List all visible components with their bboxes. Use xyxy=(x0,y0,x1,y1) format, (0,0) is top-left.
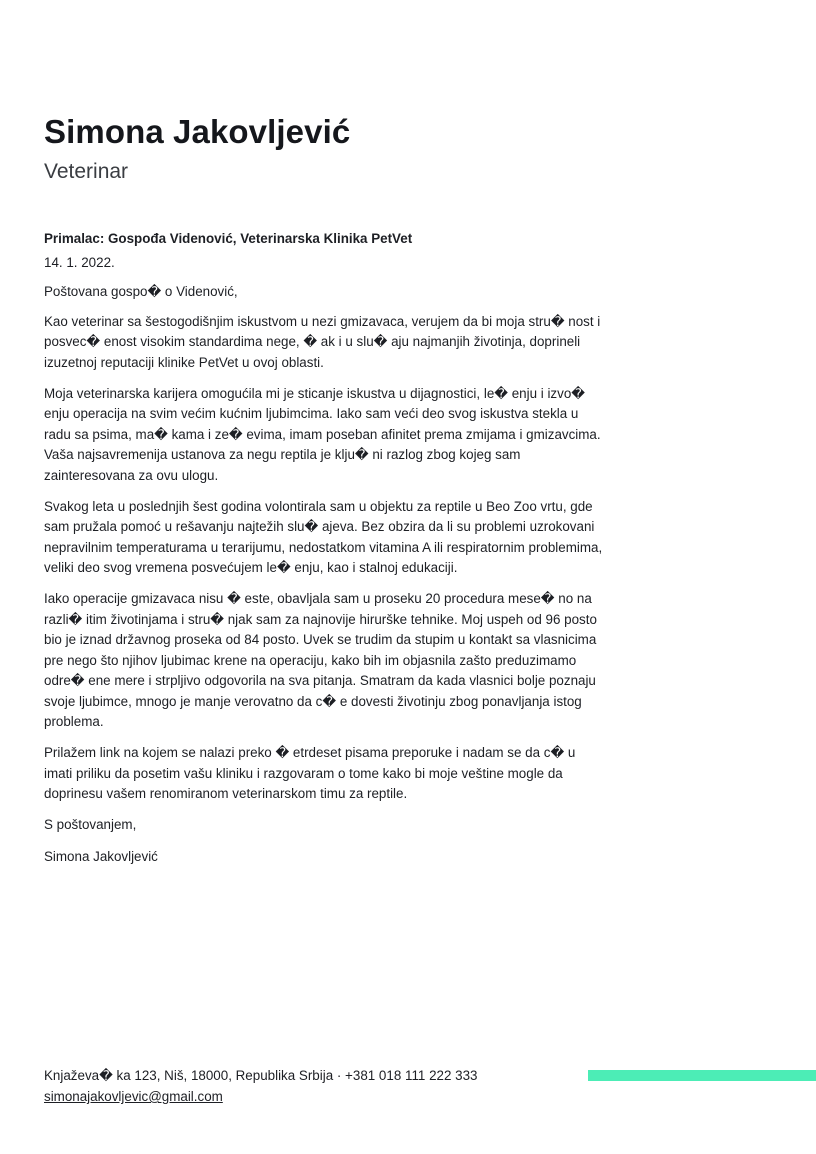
letter-closing: S poštovanjem, xyxy=(44,816,137,832)
letter-greeting: Poštovana gospo� o Videnović, xyxy=(44,284,238,300)
letter-paragraph: Kao veterinar sa šestogodišnjim iskustvom u nezi gmizavaca, verujem da bi moja stru� nost i posvec� enost visokim standardima nege, � ak i u slu� aju najmanjih životinja, doprineli izuzetnoj reputaciji klinike PetVet u ovoj oblasti. xyxy=(44,313,601,370)
footer-accent-bar xyxy=(588,1070,816,1081)
letter-signature: Simona Jakovljević xyxy=(44,849,158,865)
applicant-title: Veterinar xyxy=(44,160,129,183)
letter-paragraph: Iako operacije gmizavaca nisu � este, obavljala sam u proseku 20 procedura mese� no na razli� itim životinjama i stru� njak sam za najnovije hirurške tehnike. Moj uspeh od 96 posto bio je iznad državnog proseka od 84 posto. Uvek se trudim da stupim u kontakt sa vlasnicima pre nego što njihov ljubimac krene na operaciju, kako bih im objasnila zašto preduzimamo odre� ene mere i strpljivo odgovorila na sva pitanja. Smatram da kada vlasnici bolje poznaju svoje ljubimce, mnogo je manje verovatno da c� e dovesti životinju zbog ponavljanja istog problema. xyxy=(44,590,597,730)
letter-body xyxy=(44,229,604,868)
letter-date: 14. 1. 2022. xyxy=(44,254,115,270)
letter-paragraph: Moja veterinarska karijera omogućila mi je sticanje iskustva u dijagnostici, le� enju i izvo� enju operacija na svim većim kućnim ljubimcima. Iako sam veći deo svog iskustva stekla u radu sa psima, ma� kama i ze� evima, imam poseban afinitet prema zmijama i gmizavcima. Vaša najsavremenija ustanova za negu reptila je klju� ni razlog zbog kojeg sam zainteresovana za ovu ulogu. xyxy=(44,385,601,483)
recipient-line: Primalac: Gospođa Videnović, Veterinarska Klinika PetVet xyxy=(44,231,413,246)
letter-paragraph: Prilažem link na kojem se nalazi preko � etrdeset pisama preporuke i nadam se da c� u imati priliku da posetim vašu kliniku i razgovaram o tome kako bi moje veštine mogle da doprinesu vašem renomiranom veterinarskom timu za reptile. xyxy=(44,745,576,802)
footer-email-link[interactable]: simonajakovljevic@gmail.com xyxy=(44,1089,223,1104)
applicant-name: Simona Jakovljević xyxy=(44,113,351,150)
letter-paragraph: Svakog leta u poslednjih šest godina volontirala sam u objektu za reptile u Beo Zoo vrtu, gde sam pružala pomoć u rešavanju najtežih slu� ajeva. Bez obzira da li su problemi uzrokovani nepravilnim temperaturama u terarijumu, nedostatkom vitamina A ili respiratornim problemima, veliki deo svog vremena posvećujem le� enju, kao i stalnoj edukaciji. xyxy=(44,498,603,576)
footer-contact-line: Knjaževa� ka 123, Niš, 18000, Republika Srbija · +381 018 111 222 333 xyxy=(44,1068,478,1083)
